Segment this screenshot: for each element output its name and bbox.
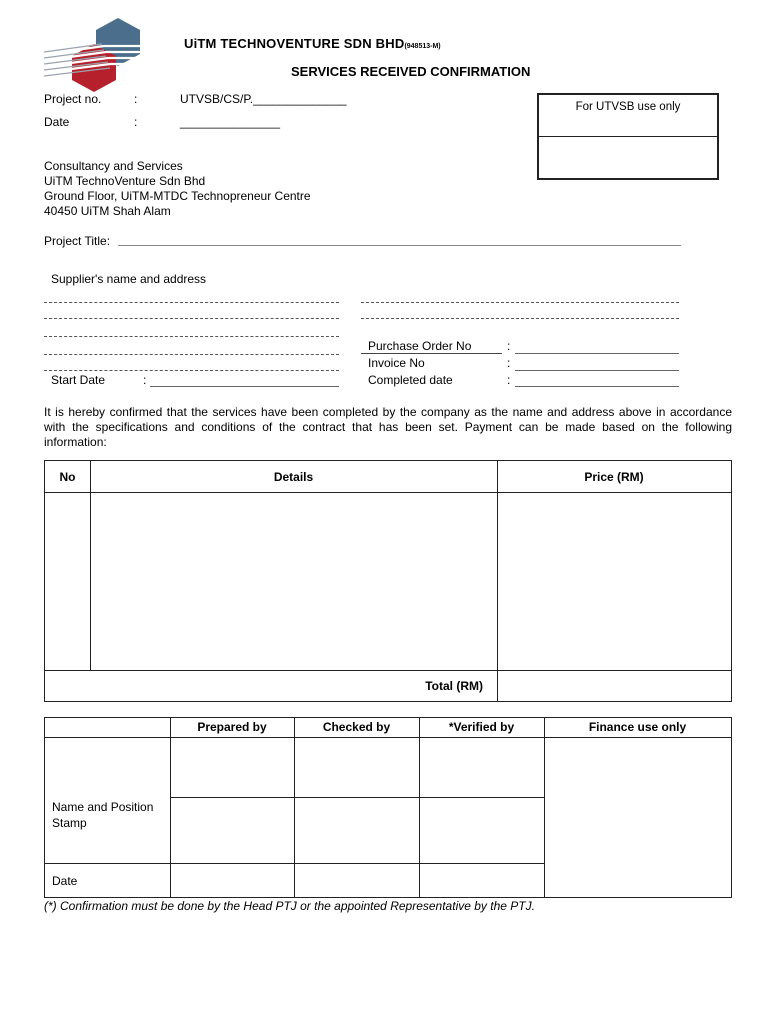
supplier-line[interactable] [44,336,339,337]
supplier-line[interactable] [44,318,339,319]
address-line: UiTM TechnoVenture Sdn Bhd [44,174,206,188]
supplier-heading: Supplier's name and address [51,272,207,286]
company-name-block [184,36,441,51]
address-line: 40450 UiTM Shah Alam [44,204,171,218]
date-field[interactable]: _______________ [180,115,281,129]
col-header-checked-by: Checked by [322,720,391,734]
completed-date-field[interactable] [515,386,679,387]
statement-line: It is hereby confirmed that the services have been completed by the company as the name and address above in accordance [44,405,732,419]
date-sep: : [134,115,138,129]
statement-line: with the specifications and conditions of the contract that has been set. Payment can be made based on the following [44,420,732,434]
supplier-line[interactable] [44,302,339,303]
confirmation-statement [44,405,732,450]
supplier-line[interactable] [361,318,679,319]
col-header-no: No [59,470,76,484]
col-header-finance-use: Finance use only [588,720,687,734]
total-label: Total (RM) [425,679,483,693]
project-title-label: Project Title: [44,234,111,248]
finance-use-cell[interactable] [545,738,731,897]
company-logo [44,16,174,96]
sign-date-label: Date [52,874,78,888]
col-header-price: Price (RM) [584,470,644,484]
stamp-label: Stamp [52,816,87,830]
project-title-field[interactable] [118,245,681,246]
invoice-label: Invoice No [368,356,425,370]
total-value-cell[interactable] [498,671,731,701]
details-cell[interactable] [91,493,497,670]
statement-line: information: [44,435,107,449]
start-date-sep: : [143,373,147,387]
page-title: SERVICES RECEIVED CONFIRMATION [291,64,531,79]
completed-date-label: Completed date [368,373,453,387]
footnote: (*) Confirmation must be done by the Head PTJ or the appointed Representative by the PTJ. [44,899,535,913]
name-position-label: Name and Position [52,800,154,814]
project-no-label: Project no. [44,92,102,106]
price-cell[interactable] [498,493,731,670]
start-date-label: Start Date [51,373,106,387]
logo-mark-icon [44,16,174,96]
po-field[interactable] [515,353,679,354]
details-table [44,460,732,702]
address-block [44,159,311,219]
no-cell[interactable] [45,493,90,670]
po-sep: : [507,339,511,353]
po-divider [361,353,502,354]
address-line: Ground Floor, UiTM-MTDC Technopreneur Centre [44,189,311,203]
po-label: Purchase Order No [368,339,472,353]
invoice-sep: : [507,356,511,370]
col-header-verified-by: *Verified by [448,720,515,734]
project-no-sep: : [134,92,138,106]
col-header-details: Details [273,470,314,484]
completed-date-sep: : [507,373,511,387]
supplier-line[interactable] [44,354,339,355]
start-date-field[interactable] [150,386,339,387]
company-name: UiTM TECHNOVENTURE SDN BHD [184,36,405,51]
prepared-by-signature-cell[interactable] [171,738,294,797]
company-reg: (948513-M) [404,43,441,50]
address-line: Consultancy and Services [44,159,183,173]
name-position-stamp-label [52,799,153,831]
verified-by-signature-cell[interactable] [420,738,544,797]
project-no-field[interactable]: UTVSB/CS/P.______________ [180,92,347,106]
signature-table [44,717,732,898]
utvsb-use-box [537,93,719,180]
supplier-line[interactable] [361,302,679,303]
invoice-field[interactable] [515,370,679,371]
utvsb-use-label: For UTVSB use only [575,101,681,113]
date-label: Date [44,115,70,129]
col-header-prepared-by: Prepared by [197,720,267,734]
checked-by-signature-cell[interactable] [295,738,419,797]
supplier-line[interactable] [44,370,339,371]
